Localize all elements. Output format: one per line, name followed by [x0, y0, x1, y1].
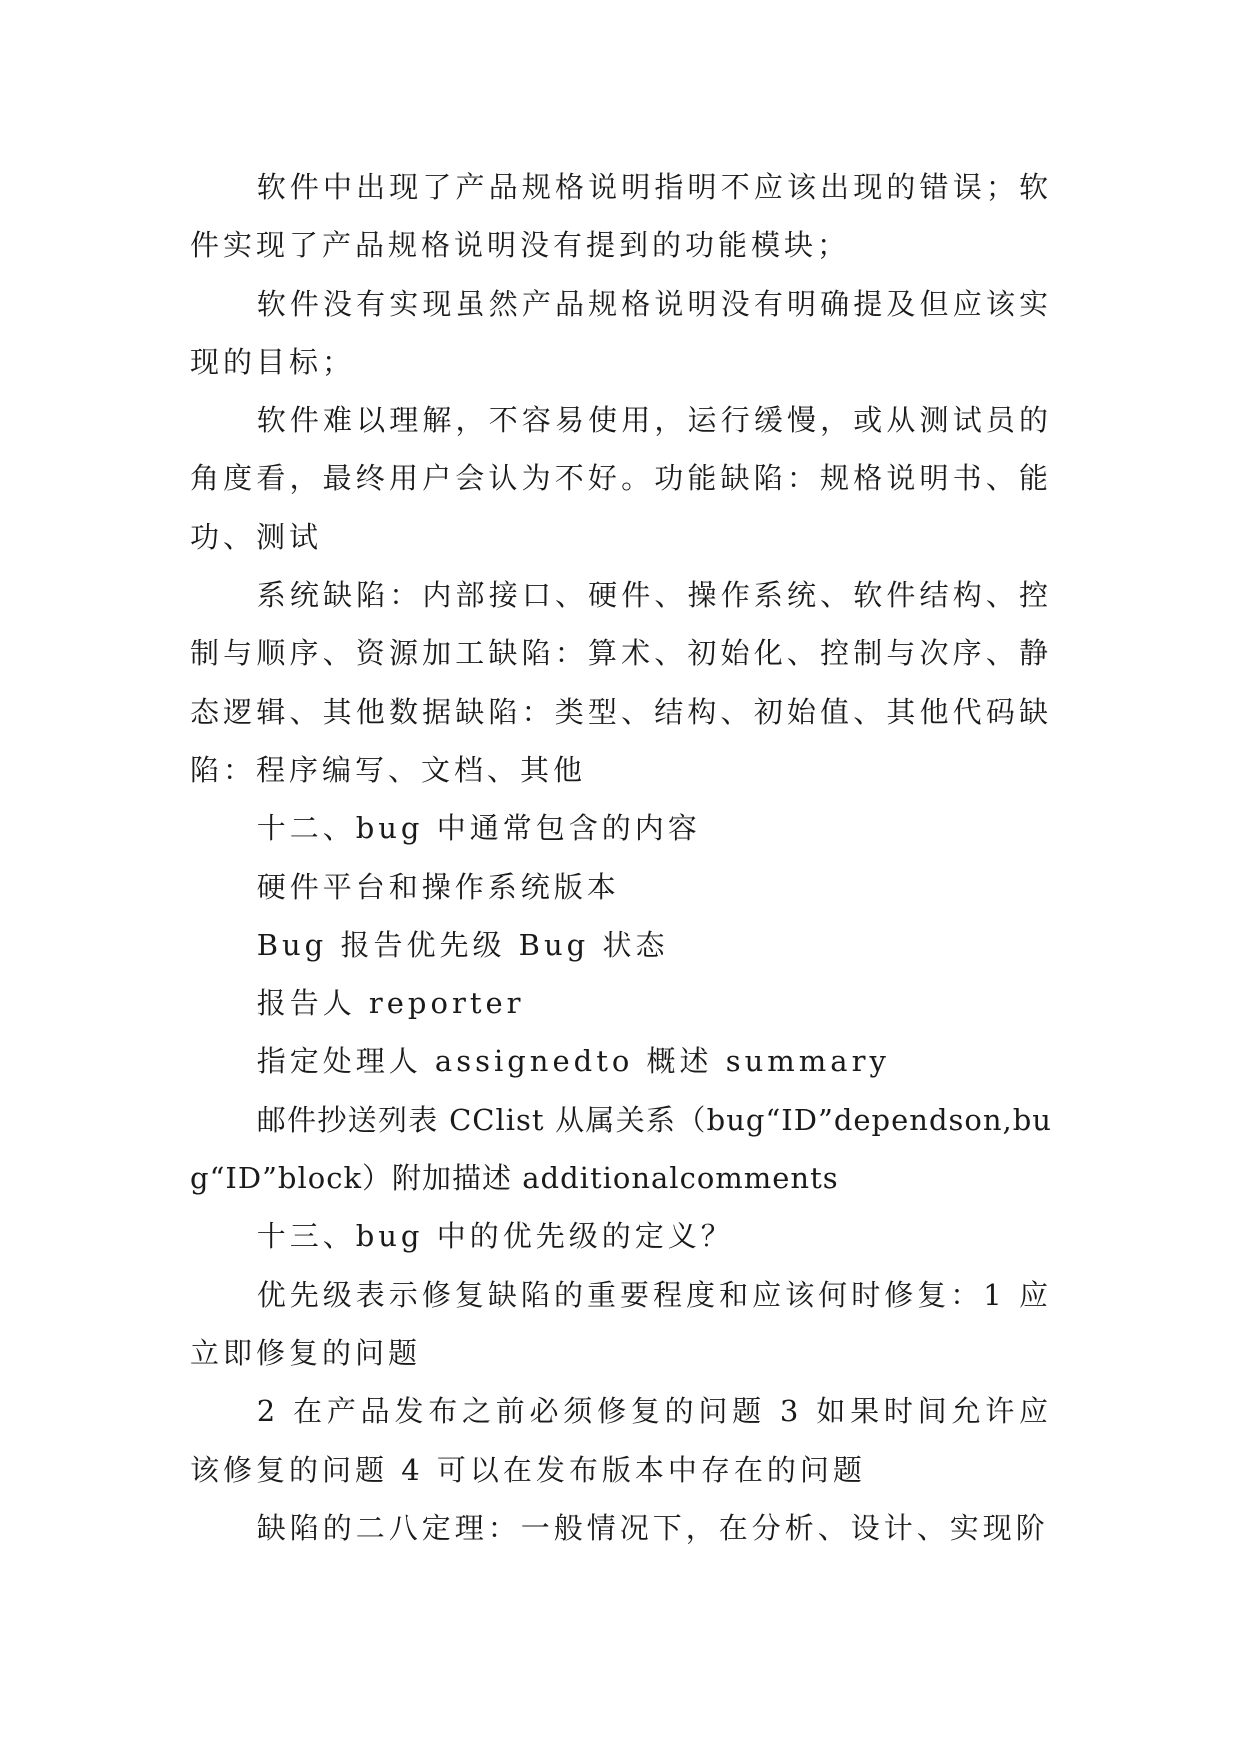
- paragraph-hardware-os: 硬件平台和操作系统版本: [256, 869, 620, 904]
- paragraph-priority-definition: 优先级表示修复缺陷的重要程度和应该何时修复：1 应立即修复的问题: [190, 1277, 1052, 1370]
- paragraph-system-defects: 系统缺陷：内部接口、硬件、操作系统、软件结构、控制与顺序、资源加工缺陷：算术、初始化、控制与次序、静态逻辑、其他数据缺陷：类型、结构、初始值、其他代码缺陷：程序编写、文档、其他: [190, 578, 1052, 787]
- heading-bug-priority: 十三、bug 中的优先级的定义？: [256, 1219, 734, 1254]
- paragraph-pareto-defects: 缺陷的二八定理：一般情况下，在分析、设计、实现阶: [256, 1510, 1049, 1545]
- paragraph-usability-defects: 软件难以理解，不容易使用，运行缓慢，或从测试员的角度看，最终用户会认为不好。功能缺陷：规格说明书、能功、测试: [190, 403, 1052, 554]
- heading-bug-contents: 十二、bug 中通常包含的内容: [256, 811, 701, 846]
- paragraph-bug-priority-status: Bug 报告优先级 Bug 状态: [256, 927, 669, 962]
- paragraph-spec-errors: 软件中出现了产品规格说明指明不应该出现的错误；软件实现了产品规格说明没有提到的功能模块；: [190, 170, 1052, 263]
- paragraph-assignee-summary: 指定处理人 assignedto 概述 summary: [256, 1044, 890, 1079]
- paragraph-unimplemented-goals: 软件没有实现虽然产品规格说明没有明确提及但应该实现的目标；: [190, 286, 1052, 379]
- paragraph-cclist: 邮件抄送列表 CClist 从属关系（bug“ID”dependson,bug“ID”block）附加描述 additionalcomments: [190, 1102, 1052, 1196]
- paragraph-reporter: 报告人 reporter: [256, 986, 525, 1021]
- document-body: [190, 158, 1052, 1557]
- paragraph-priority-levels: 2 在产品发布之前必须修复的问题 3 如果时间允许应该修复的问题 4 可以在发布版本中存在的问题: [190, 1394, 1052, 1487]
